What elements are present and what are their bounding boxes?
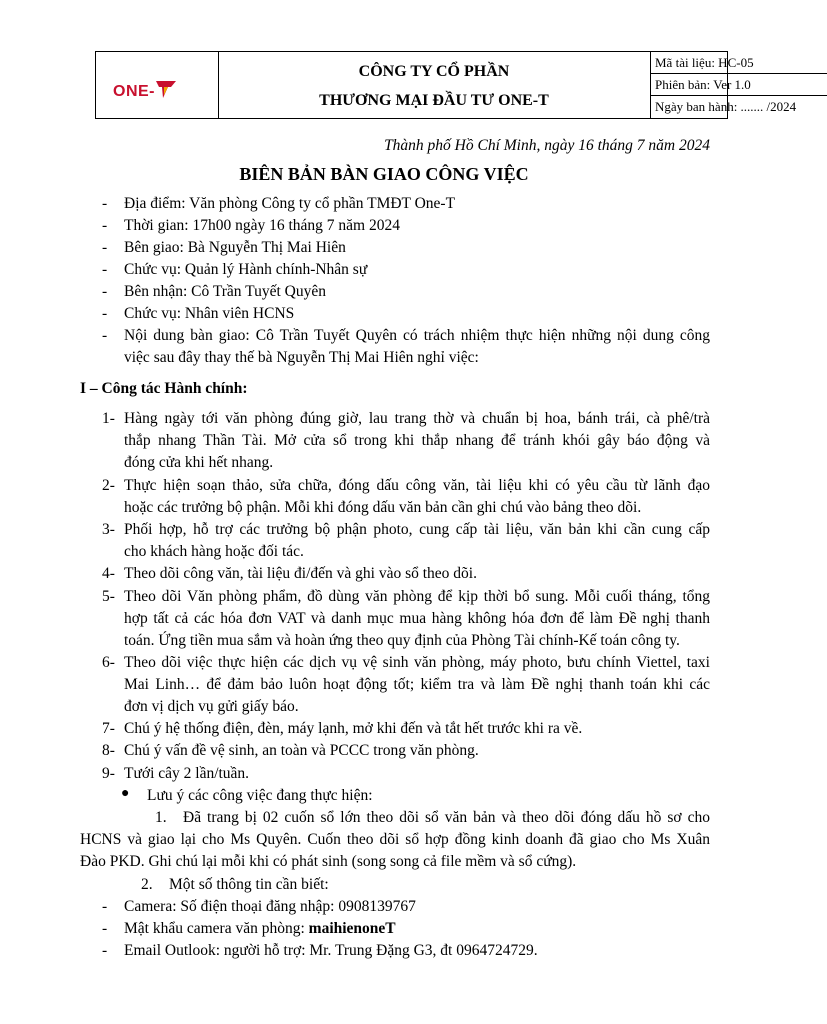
- info-time: Thời gian: 17h00 ngày 16 tháng 7 năm 2024: [124, 217, 400, 234]
- header-table: [95, 51, 797, 119]
- logo-cell: [96, 52, 219, 118]
- logo-t-mark-icon: [155, 79, 177, 99]
- company-name-cell: [218, 52, 651, 118]
- note-2-text: Một số thông tin cần biết:: [169, 876, 329, 893]
- note-number: 1.: [155, 809, 167, 826]
- doc-version: Phiên bản: Ver 1.0: [651, 74, 827, 96]
- task-number: 2-: [102, 477, 115, 494]
- task-3-line-2: cho khách hàng hoặc đối tác.: [124, 543, 304, 560]
- section-heading: I – Công tác Hành chính:: [80, 380, 248, 397]
- extra-camera: Camera: Số điện thoại đăng nhập: 0908139767: [124, 898, 416, 915]
- company-line-2: THƯƠNG MẠI ĐẦU TƯ ONE-T: [319, 92, 549, 109]
- info-receiver: Bên nhận: Cô Trần Tuyết Quyên: [124, 283, 326, 300]
- dash: -: [102, 283, 108, 300]
- company-line-1: CÔNG TY CỔ PHẦN: [358, 63, 510, 80]
- extra-camera-password-label: Mật khẩu camera văn phòng:: [124, 920, 309, 937]
- task-4-line-1: Theo dõi công văn, tài liệu đi/đến và ghi vào sổ theo dõi.: [124, 565, 477, 582]
- task-5-line-1: Theo dõi Văn phòng phẩm, đồ dùng văn phòng để kịp thời bổ sung. Mỗi cuối tháng, tổng: [124, 588, 710, 605]
- doc-meta-cell: [651, 52, 827, 118]
- info-content-line-2: việc sau đây thay thế bà Nguyễn Thị Mai Hiên nghỉ việc:: [124, 349, 479, 366]
- extra-camera-password: [124, 920, 396, 938]
- doc-code: Mã tài liệu: HC-05: [651, 52, 827, 74]
- info-giver-position: Chức vụ: Quản lý Hành chính-Nhân sự: [124, 261, 368, 278]
- company-logo: [113, 79, 177, 101]
- note-number: 2.: [141, 876, 153, 893]
- dateline: Thành phố Hồ Chí Minh, ngày 16 tháng 7 năm 2024: [384, 137, 710, 154]
- dash: -: [102, 239, 108, 256]
- task-number: 9-: [102, 765, 115, 782]
- doc-issue-date: Ngày ban hành: ....... /2024: [655, 99, 797, 114]
- task-7-line-1: Chú ý hệ thống điện, đèn, máy lạnh, mở khi đến và tắt hết trước khi ra về.: [124, 720, 583, 737]
- dash: -: [102, 920, 108, 937]
- info-giver: Bên giao: Bà Nguyễn Thị Mai Hiên: [124, 239, 346, 256]
- document-title: BIÊN BẢN BÀN GIAO CÔNG VIỆC: [239, 164, 529, 184]
- task-6-line-2: Mai Linh… để đảm bảo luôn hoạt động tốt; kiểm tra và làm Đề nghị thanh toán khi các: [124, 676, 710, 693]
- task-number: 5-: [102, 588, 115, 605]
- dash: -: [102, 195, 108, 212]
- task-number: 1-: [102, 410, 115, 427]
- task-1-line-1: Hàng ngày tới văn phòng đúng giờ, lau trang thờ và chuẩn bị hoa, bánh trái, cà phê/trà: [124, 410, 710, 427]
- note-1-line-3: Đào PKD. Ghi chú lại mỗi khi có phát sinh (song song cả file mềm và sổ cứng).: [80, 853, 577, 870]
- task-number: 7-: [102, 720, 115, 737]
- task-9-line-1: Tưới cây 2 lần/tuần.: [124, 765, 250, 782]
- logo-text: ONE-: [113, 83, 155, 100]
- dash: -: [102, 217, 108, 234]
- task-number: 4-: [102, 565, 115, 582]
- task-1-line-3: đóng cửa khi hết nhang.: [124, 454, 274, 471]
- info-location: Địa điểm: Văn phòng Công ty cổ phần TMĐT One-T: [124, 195, 456, 212]
- task-number: 3-: [102, 521, 115, 538]
- task-3-line-1: Phối hợp, hỗ trợ các trưởng bộ phận photo, cung cấp tài liệu, văn bản khi cần cung cấp: [124, 521, 710, 538]
- task-8-line-1: Chú ý vấn đề vệ sinh, an toàn và PCCC trong văn phòng.: [124, 742, 479, 759]
- dash: -: [102, 942, 108, 959]
- info-receiver-position: Chức vụ: Nhân viên HCNS: [124, 305, 295, 322]
- dash: -: [102, 898, 108, 915]
- task-6-line-3: đơn vị dịch vụ gửi giấy báo.: [124, 698, 299, 715]
- info-content-line-1: Nội dung bàn giao: Cô Trần Tuyết Quyên có trách nhiệm thực hiện những nội dung công: [124, 327, 710, 344]
- bullet-icon: ●: [121, 786, 130, 801]
- note-1-line-2: HCNS và giao lại cho Ms Quyên. Cuốn theo dõi sổ hợp đồng kinh doanh đã giao cho Ms Xuân: [80, 831, 710, 848]
- task-2-line-2: hoặc các trưởng bộ phận. Mỗi khi đóng dấu văn bản cần ghi chú vào bảng theo dõi.: [124, 499, 642, 516]
- note-1-line-1: Đã trang bị 02 cuốn sổ lớn theo dõi sổ văn bản và theo dõi đóng dấu hồ sơ cho: [183, 809, 710, 826]
- bullet-note: Lưu ý các công việc đang thực hiện:: [147, 787, 373, 804]
- extra-email: Email Outlook: người hỗ trợ: Mr. Trung Đặng G3, đt 0964724729.: [124, 942, 538, 959]
- task-2-line-1: Thực hiện soạn thảo, sửa chữa, đóng dấu công văn, tài liệu khi có yêu cầu từ lãnh đạo: [124, 477, 710, 494]
- task-6-line-1: Theo dõi việc thực hiện các dịch vụ vệ sinh văn phòng, máy photo, bưu chính Viettel, taxi: [124, 654, 710, 671]
- task-5-line-2: hợp tất cả các hóa đơn VAT và danh mục mua hàng không hóa đơn để làm Đề nghị thanh: [124, 610, 710, 627]
- task-number: 8-: [102, 742, 115, 759]
- camera-password-value: maihienoneT: [308, 920, 396, 937]
- task-number: 6-: [102, 654, 115, 671]
- dash: -: [102, 305, 108, 322]
- dash: -: [102, 261, 108, 278]
- dash: -: [102, 327, 108, 344]
- task-5-line-3: toán. Ứng tiền mua sắm và hoàn ứng theo quy định của Phòng Tài chính-Kế toán công ty.: [124, 632, 680, 649]
- task-1-line-2: thắp nhang Thần Tài. Mở cửa sổ trong khi thắp nhang để tránh khói gây báo động và: [124, 432, 710, 449]
